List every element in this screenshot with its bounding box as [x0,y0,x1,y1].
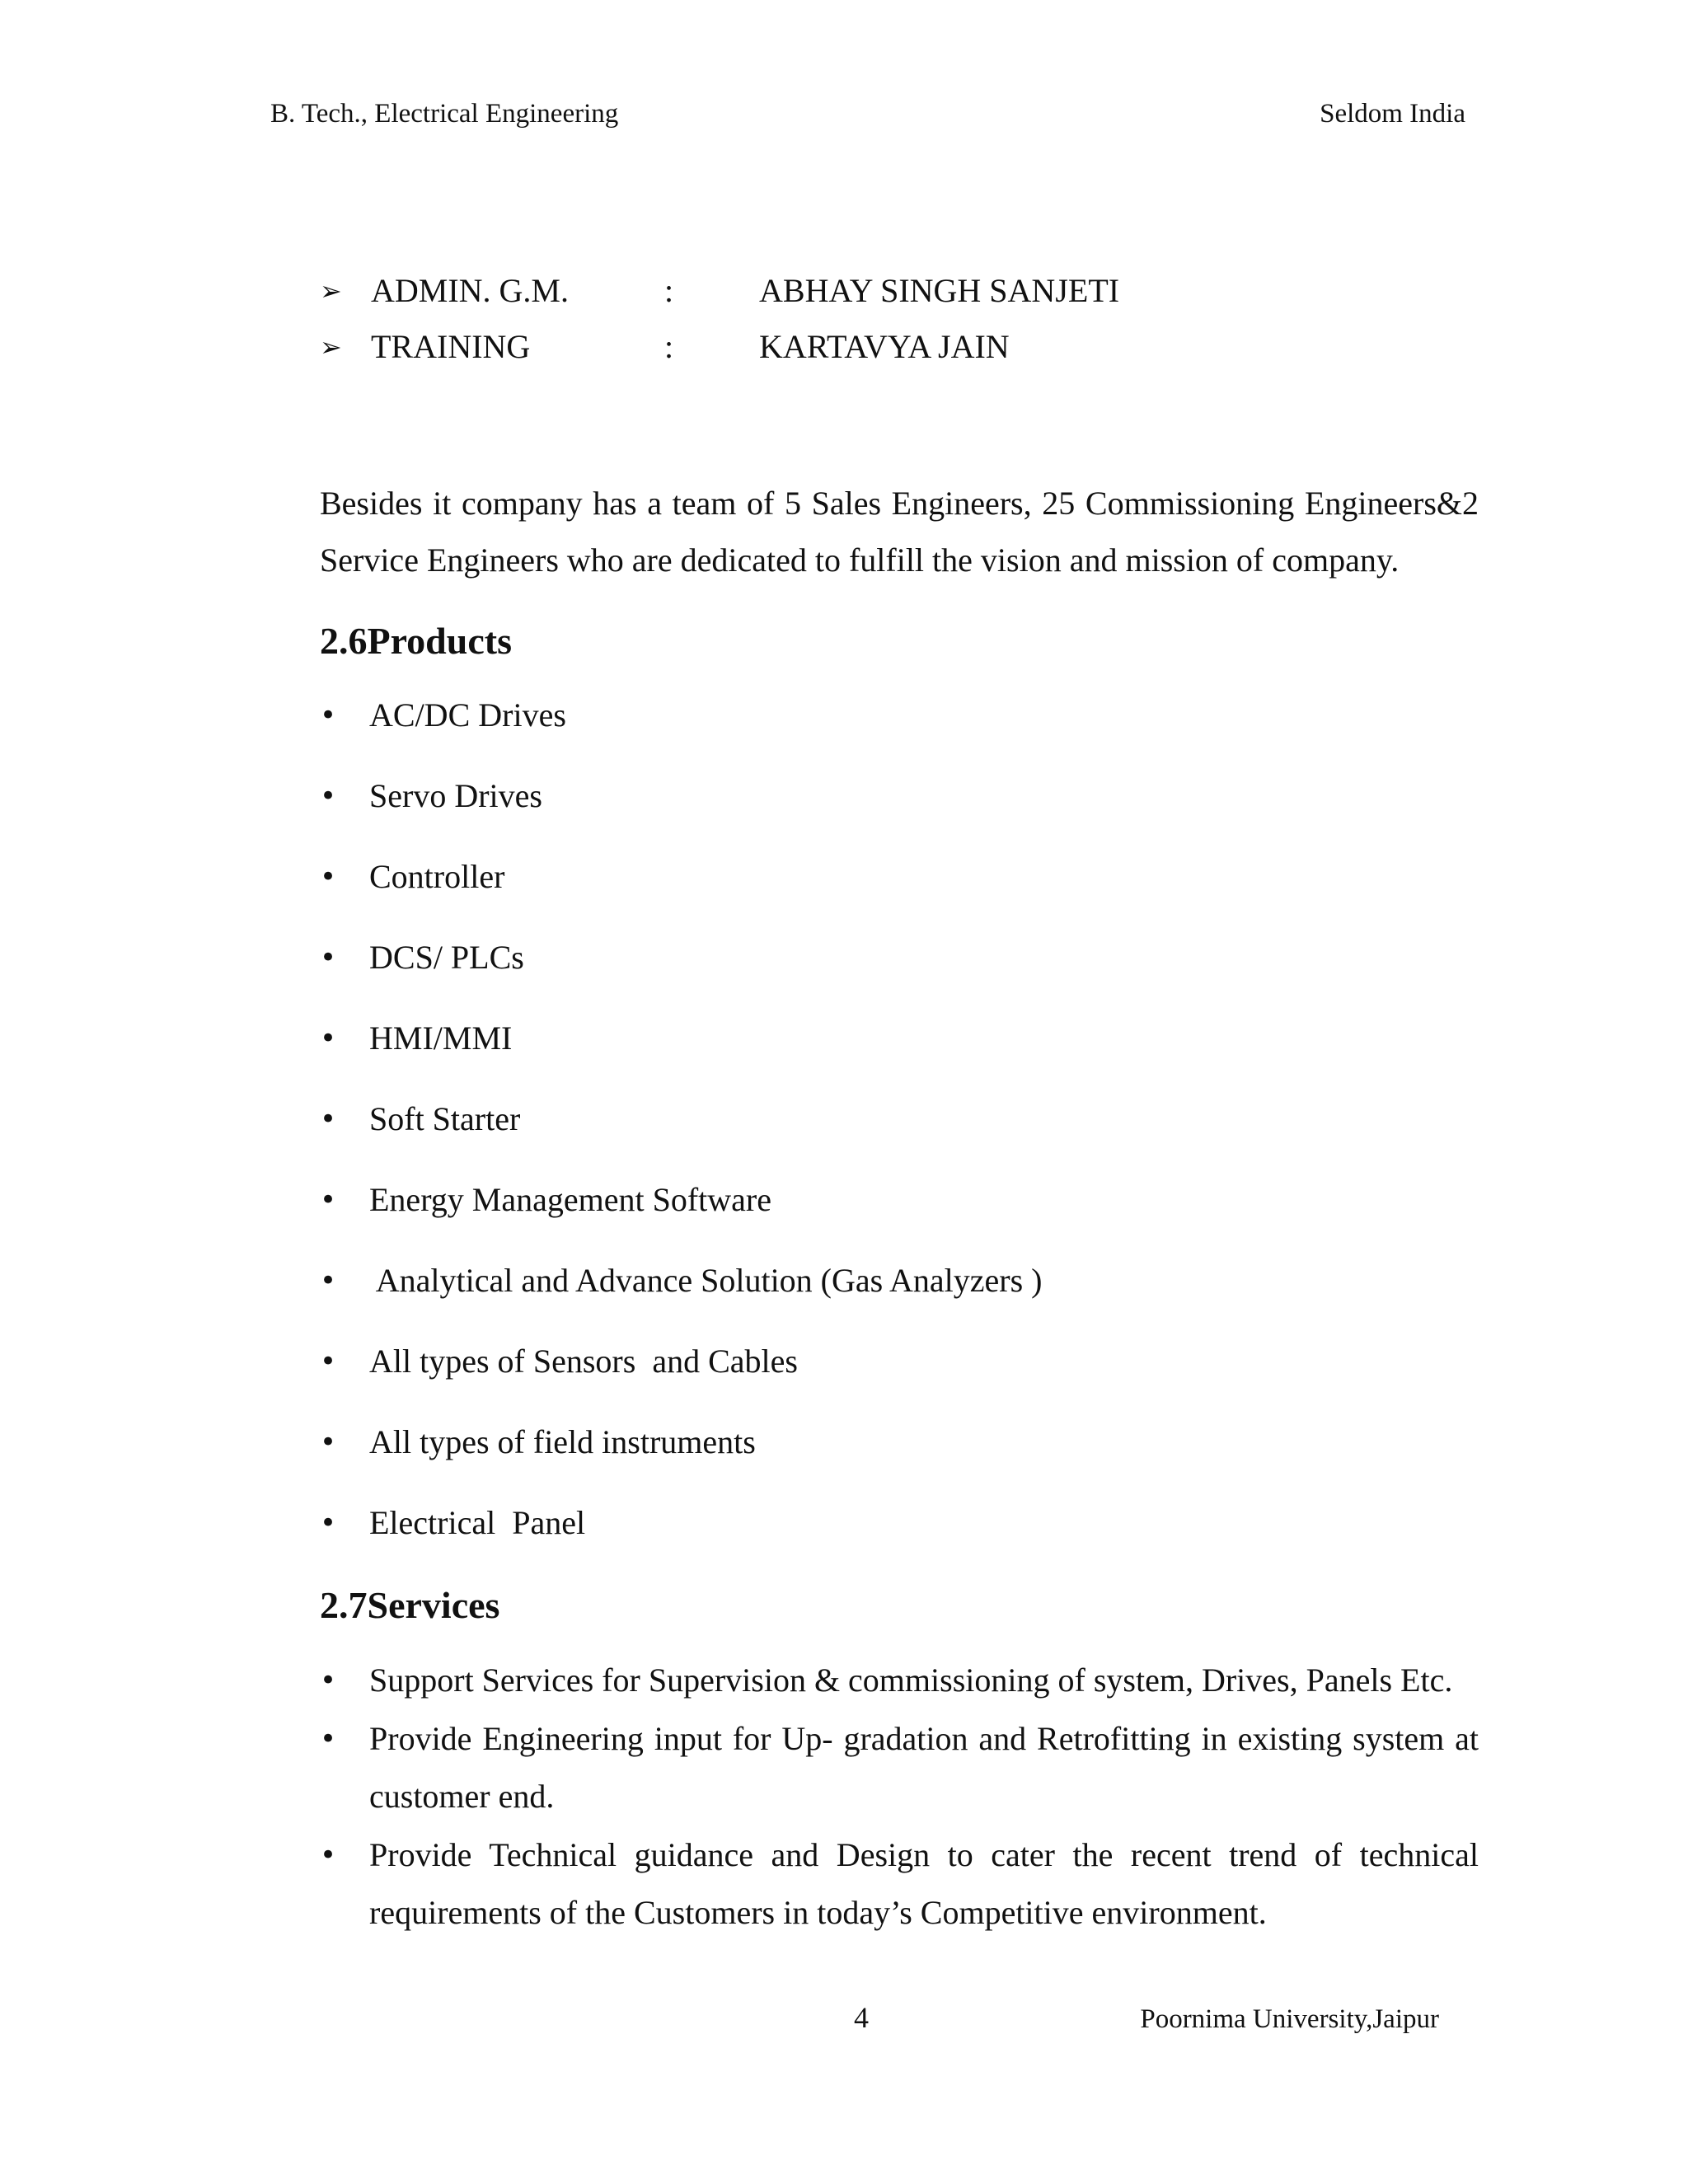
bullet-dot-icon: • [320,1264,337,1297]
product-label: All types of Sensors and Cables [369,1343,798,1380]
page-number: 4 [854,2001,869,2034]
product-item [320,1177,1474,1223]
service-text: Provide Technical guidance and Design to cater the recent trend of technical requirements of the Customers in today’s Competitive environment. [369,1836,1479,1931]
personnel-separator: : [664,328,674,365]
product-label: Analytical and Advance Solution (Gas Analyzers ) [369,1262,1043,1299]
bullet-dot-icon: • [320,1183,337,1216]
bullet-dot-icon: • [320,1722,337,1755]
personnel-name: ABHAY SINGH SANJETI [759,272,1120,309]
personnel-role: ADMIN. G.M. [371,272,569,309]
bullet-dot-icon: • [320,1103,337,1136]
product-item [320,1338,1474,1385]
arrow-bullet-icon: ➢ [320,331,342,363]
bullet-dot-icon: • [320,1664,337,1697]
service-item [320,1826,1479,1942]
product-label: DCS/ PLCs [369,939,524,976]
personnel-role: TRAINING [371,328,531,365]
service-text: Support Services for Supervision & commissioning of system, Drives, Panels Etc. [369,1661,1453,1699]
bullet-dot-icon: • [320,1839,337,1872]
product-label: Controller [369,858,505,895]
bullet-dot-icon: • [320,780,337,813]
product-item [320,854,1474,900]
bullet-dot-icon: • [320,699,337,732]
product-label: HMI/MMI [369,1019,513,1057]
product-label: All types of field instruments [369,1423,756,1460]
bullet-dot-icon: • [320,1345,337,1378]
service-text: Provide Engineering input for Up- gradation and Retrofitting in existing system at customer end. [369,1720,1479,1815]
bullet-dot-icon: • [320,1507,337,1540]
footer-institution: Poornima University,Jaipur [1140,2004,1439,2034]
product-item [320,935,1474,981]
product-label: Servo Drives [369,777,542,814]
product-item [320,692,1474,738]
product-item [320,1015,1474,1062]
product-label: AC/DC Drives [369,696,566,733]
product-item [320,1500,1474,1546]
bullet-dot-icon: • [320,1022,337,1055]
product-item [320,773,1474,819]
products-heading: 2.6Products [320,620,512,662]
team-paragraph: Besides it company has a team of 5 Sales Engineers, 25 Commissioning Engineers&2 Service Engineers who are dedicated to fulfill the vision and mission of company. [320,485,1479,579]
bullet-dot-icon: • [320,1426,337,1459]
personnel-name: KARTAVYA JAIN [759,328,1010,365]
header-company-name: Seldom India [1320,99,1465,129]
bullet-dot-icon: • [320,860,337,893]
product-label: Energy Management Software [369,1181,771,1218]
product-item [320,1419,1474,1465]
arrow-bullet-icon: ➢ [320,275,342,307]
header-course-title: B. Tech., Electrical Engineering [270,99,619,129]
personnel-separator: : [664,272,674,309]
product-label: Electrical Panel [369,1504,586,1541]
product-item [320,1258,1474,1304]
service-item [320,1710,1479,1825]
product-label: Soft Starter [369,1100,521,1137]
bullet-dot-icon: • [320,941,337,974]
services-heading: 2.7Services [320,1584,500,1626]
service-item [320,1652,1479,1709]
product-item [320,1096,1474,1142]
